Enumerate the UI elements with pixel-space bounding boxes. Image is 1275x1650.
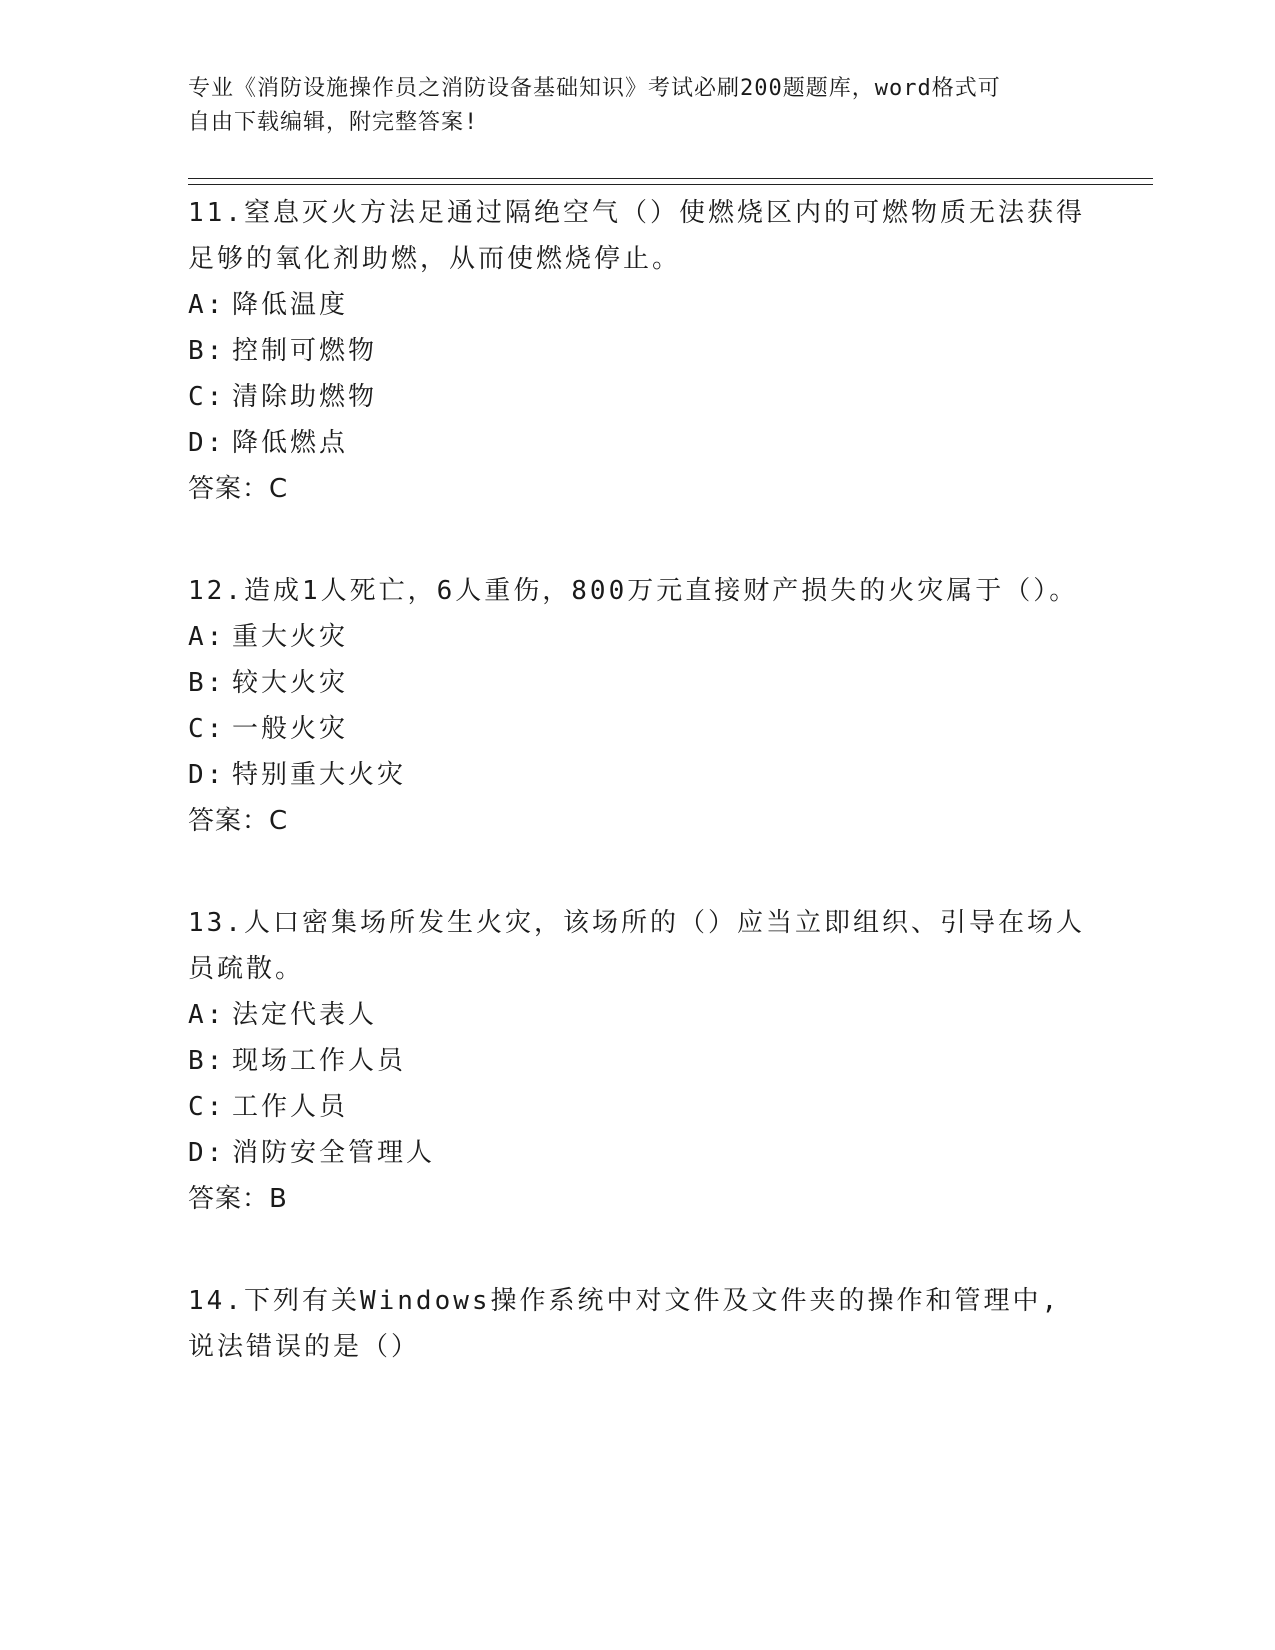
option-text: 法定代表人 (232, 1000, 378, 1030)
option-text: 清除助燃物 (232, 382, 378, 412)
option-key: C: (188, 1092, 226, 1122)
option-a (188, 614, 1088, 660)
option-a (188, 282, 1088, 328)
question-text: 11.窒息灭火方法足通过隔绝空气（）使燃烧区内的可燃物质无法获得足够的氧化剂助燃，从而使燃烧停止。 (188, 198, 1085, 274)
option-d (188, 1130, 1088, 1176)
question-text: 13.人口密集场所发生火灾，该场所的（）应当立即组织、引导在场人员疏散。 (188, 908, 1085, 984)
option-key: D: (188, 428, 226, 458)
option-key: A: (188, 290, 226, 320)
option-text: 重大火灾 (232, 622, 349, 652)
option-key: D: (188, 760, 226, 790)
option-text: 消防安全管理人 (232, 1138, 436, 1168)
option-text: 特别重大火灾 (232, 760, 407, 790)
option-text: 较大火灾 (232, 668, 349, 698)
answer-line: 答案：B (188, 1184, 288, 1214)
option-text: 工作人员 (232, 1092, 349, 1122)
option-key: C: (188, 382, 226, 412)
document-header (188, 72, 1088, 140)
option-text: 降低燃点 (232, 428, 349, 458)
option-text: 控制可燃物 (232, 336, 378, 366)
option-text: 一般火灾 (232, 714, 349, 744)
question-text: 14.下列有关Windows操作系统中对文件及文件夹的操作和管理中,说法错误的是（） (188, 1286, 1061, 1362)
option-b (188, 328, 1088, 374)
header-line-2: 自由下载编辑，附完整答案! (188, 110, 479, 135)
question-item (188, 568, 1088, 844)
question-item (188, 190, 1088, 512)
question-item (188, 900, 1088, 1222)
option-c (188, 1084, 1088, 1130)
option-d (188, 420, 1088, 466)
header-divider-top (188, 178, 1153, 179)
option-b (188, 1038, 1088, 1084)
question-text: 12.造成1人死亡，6人重伤，800万元直接财产损失的火灾属于（）。 (188, 576, 1079, 606)
option-text: 现场工作人员 (232, 1046, 407, 1076)
question-item (188, 1278, 1088, 1370)
option-key: B: (188, 336, 226, 366)
option-b (188, 660, 1088, 706)
option-key: B: (188, 1046, 226, 1076)
question-list (188, 190, 1088, 1426)
answer-line: 答案：C (188, 806, 289, 836)
option-c (188, 374, 1088, 420)
option-a (188, 992, 1088, 1038)
header-line-1: 专业《消防设施操作员之消防设备基础知识》考试必刷200题题库，word格式可 (188, 76, 1001, 101)
header-divider-bottom (188, 184, 1153, 185)
answer-line: 答案：C (188, 474, 289, 504)
option-key: B: (188, 668, 226, 698)
option-c (188, 706, 1088, 752)
option-text: 降低温度 (232, 290, 349, 320)
option-key: A: (188, 1000, 226, 1030)
option-key: A: (188, 622, 226, 652)
option-d (188, 752, 1088, 798)
option-key: C: (188, 714, 226, 744)
option-key: D: (188, 1138, 226, 1168)
